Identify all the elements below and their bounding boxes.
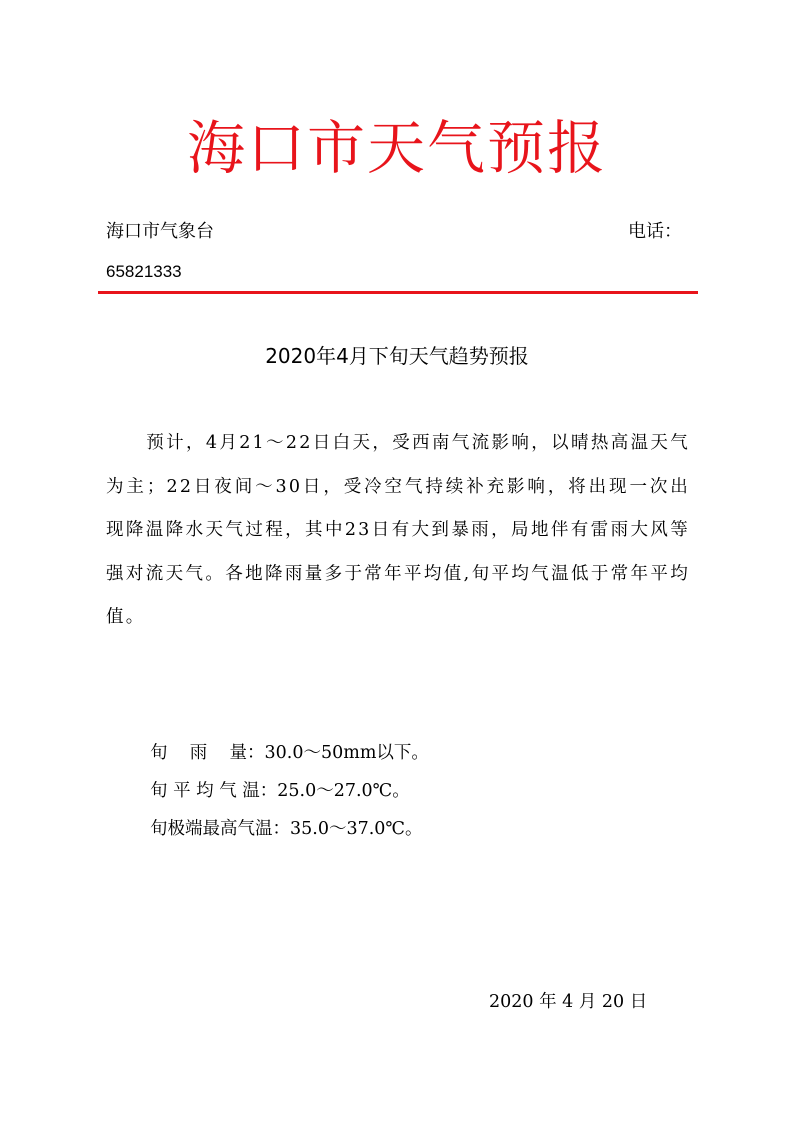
header-divider [98, 291, 698, 294]
phone-number: 65821333 [106, 262, 182, 281]
stat-rainfall: 旬 雨 量：30.0～50mm以下。 [150, 743, 429, 763]
masthead-title: 海口市天气预报 [186, 114, 607, 182]
stat-average-temperature: 旬 平 均 气 温：25.0～27.0℃。 [150, 781, 410, 801]
forecast-stats [150, 734, 429, 848]
organization-name: 海口市气象台 [106, 221, 214, 242]
stat-max-temperature: 旬极端最高气温：35.0～37.0℃。 [150, 819, 423, 839]
document-title: 2020年4月下旬天气趋势预报 [265, 344, 529, 368]
issue-date: 2020 年 4 月 20 日 [489, 992, 648, 1012]
phone-label: 电话： [628, 221, 682, 242]
forecast-paragraph: 预计，4月21～22日白天，受西南气流影响，以晴热高温天气为主；22日夜间～30日，受冷空气持续补充影响，将出现一次出现降温降水天气过程，其中23日有大到暴雨，局地伴有雷雨大风等强对流天气。各地降雨量多于常年平均值,旬平均气温低于常年平均值。 [106, 433, 690, 627]
